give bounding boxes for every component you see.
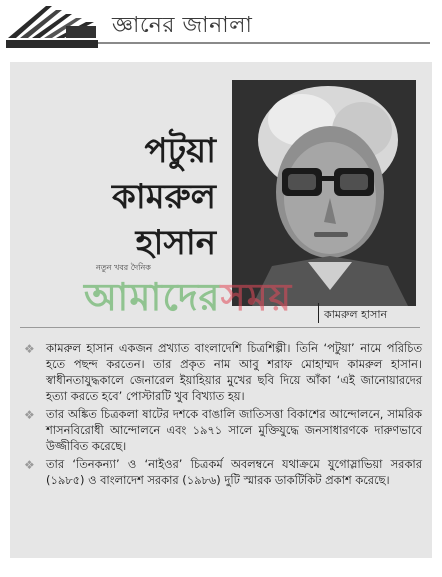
watermark-logo xyxy=(84,268,292,332)
article-title xyxy=(20,128,216,266)
diamond-bullet-icon: ❖ xyxy=(24,458,35,472)
caption-divider xyxy=(318,303,319,323)
fact-text: তার ‘তিনকন্যা’ ও ‘নাইওর’ চিত্রকর্ম অবলম্বনে যথাক্রমে যুগোস্লাভিয়া সরকার (১৯৮৫) ও বাংলাদেশ সরকার (১৯৮৬) দুটি স্মারক ডাকটিকিট প্রকাশ করেছে। xyxy=(46,457,422,487)
list-item xyxy=(20,340,422,404)
content-divider xyxy=(20,327,420,328)
section-title: জ্ঞানের জানালা xyxy=(112,13,253,38)
title-line-2: কামরুল xyxy=(112,177,216,217)
header-divider xyxy=(98,42,430,44)
title-line-3: হাসান xyxy=(135,223,216,263)
watermark-tagline: নতুন খবর দৈনিক xyxy=(96,263,151,272)
watermark-part-2: সময় xyxy=(220,275,293,319)
photo-caption: কামরুল হাসান xyxy=(324,308,388,321)
open-book-icon xyxy=(6,2,98,48)
fact-list xyxy=(20,340,422,490)
diamond-bullet-icon: ❖ xyxy=(24,342,35,356)
fact-text: কামরুল হাসান একজন প্রখ্যাত বাংলাদেশি চিত্রশিল্পী। তিনি ‘পটুয়া’ নামে পরিচিত হতে পছন্দ করতেন। তার প্রকৃত নাম আবু শরাফ মোহাম্মদ কামরুল হাসান। স্বাধীনতাযুদ্ধকালে জেনারেল ইয়াহিয়ার মুখের ছবি দিয়ে আঁকা ‘এই জানোয়ারদের হত্যা করতে হবে’ পোস্টারটি খুব বিখ্যাত হয়। xyxy=(46,341,422,403)
watermark-part-1: আমাদের xyxy=(84,275,221,319)
title-line-1: পটুয়া xyxy=(144,131,216,171)
list-item xyxy=(20,406,422,454)
diamond-bullet-icon: ❖ xyxy=(24,408,35,422)
list-item xyxy=(20,456,422,488)
page-header xyxy=(0,0,442,60)
fact-text: তার অঙ্কিত চিত্রকলা ষাটের দশকে বাঙালি জাতিসত্তা বিকাশের আন্দোলনে, সামরিক শাসনবিরোধী আন্দোলনে এবং ১৯৭১ সালে মুক্তিযুদ্ধে জনসাধারণকে দারুণভাবে উজ্জীবিত করেছে। xyxy=(46,407,422,453)
